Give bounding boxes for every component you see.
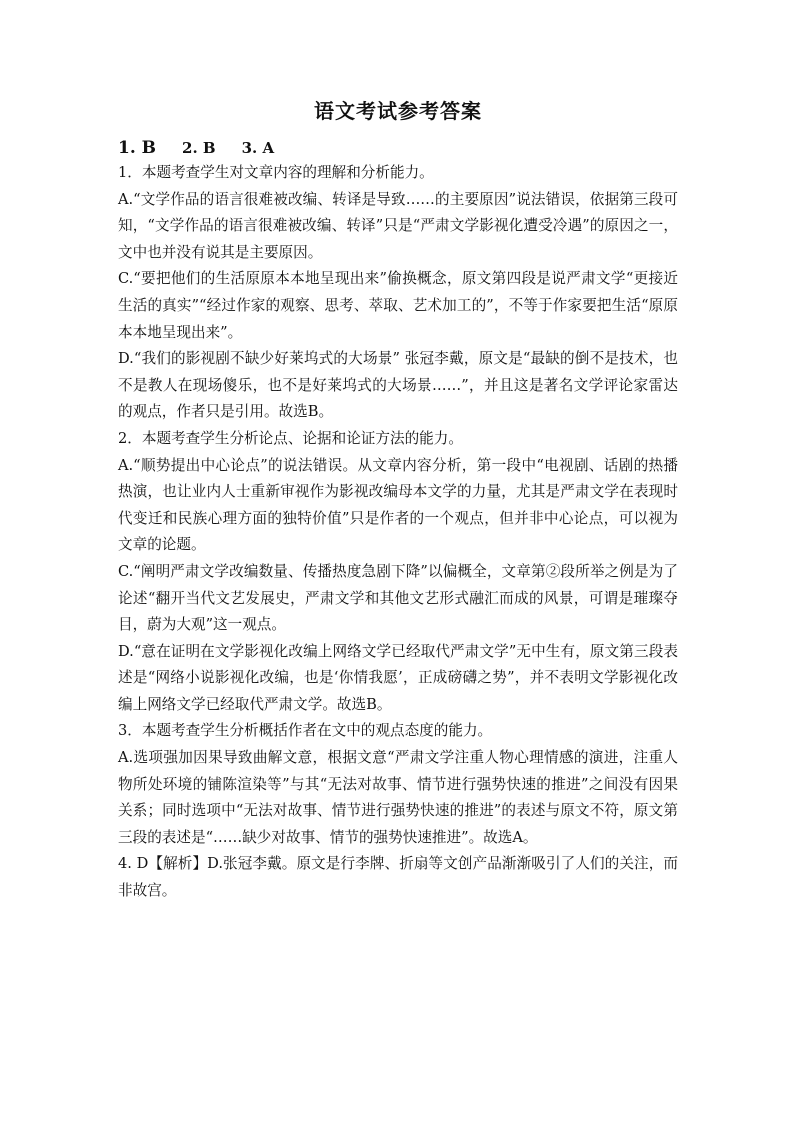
answer-summary (118, 136, 678, 160)
paragraph-q2-d: D.“意在证明在文学影视化改编上网络文学已经取代严肃文学”无中生有，原文第三段表述是“网络小说影视化改编，也是‘你情我愿’，正成磅礴之势”，并不表明文学影视化改编上网络文学已经取代严肃文学。故选B。 (118, 642, 678, 713)
paragraph-q1-d: D.“我们的影视剧不缺少好莱坞式的大场景” 张冠李戴，原文是“最缺的倒不是技术，也不是教人在现场傻乐，也不是好莱坞式的大场景……”，并且这是著名文学评论家雷达的观点，作者只是引用。故选B。 (118, 350, 678, 421)
paragraph-q1-a: A.“文学作品的语言很难被改编、转译是导致……的主要原因”说法错误，依据第三段可知，“文学作品的语言很难被改编、转译”只是“严肃文学影视化遭受冷遇”的原因之一，文中也并没有说其是主要原因。 (118, 190, 678, 261)
paragraph-q2-c: C.“阐明严肃文学改编数量、传播热度急剧下降”以偏概全，文章第②段所举之例是为了论述“翻开当代文艺发展史，严肃文学和其他文艺形式融汇而成的风景，可谓是璀璨夺目，蔚为大观”这一观点。 (118, 562, 678, 634)
paragraph-q2-a: A.“顺势提出中心论点”的说法错误。从文章内容分析，第一段中“电视剧、话剧的热播热演，也让业内人士重新审视作为影视改编母本文学的力量，尤其是严肃文学在表现时代变迁和民族心理方面的独特价值”只是作者的一个观点，但并非中心论点，可以视为文章的论题。 (118, 456, 678, 554)
document-page (118, 96, 678, 905)
answer-2: 2. B (182, 139, 216, 157)
paragraph-q2-intro: 2．本题考查学生分析论点、论据和论证方法的能力。 (118, 429, 463, 447)
paragraph-q3-intro: 3．本题考查学生分析概括作者在文中的观点态度的能力。 (118, 722, 493, 740)
paragraph-q1-intro: 1．本题考查学生对文章内容的理解和分析能力。 (118, 164, 434, 181)
paragraph-q3-a: A.选项强加因果导致曲解文意，根据文意“严肃文学注重人物心理情感的演进，注重人物所处环境的铺陈渲染等”与其“无法对故事、情节进行强势快速的推进”之间没有因果关系；同时选项中“无法对故事、情节进行强势快速的推进”的表述与原文不符，原文第三段的表述是“……缺少对故事、情节的强势快速推进”。故选A。 (118, 749, 678, 846)
paragraph-q1-c: C.“要把他们的生活原原本本地呈现出来”偷换概念，原文第四段是说严肃文学“更接近生活的真实”“经过作家的观察、思考、萃取、艺术加工的”，不等于作家要把生活“原原本本地呈现出来”。 (118, 270, 678, 341)
answer-3: 3. A (241, 139, 275, 157)
paragraph-q4: 4. D【解析】D.张冠李戴。原文是行李牌、折扇等文创产品渐渐吸引了人们的关注，而非故宫。 (118, 855, 678, 900)
answer-1: 1. B (118, 138, 157, 158)
page-title: 语文考试参考答案 (314, 99, 482, 123)
